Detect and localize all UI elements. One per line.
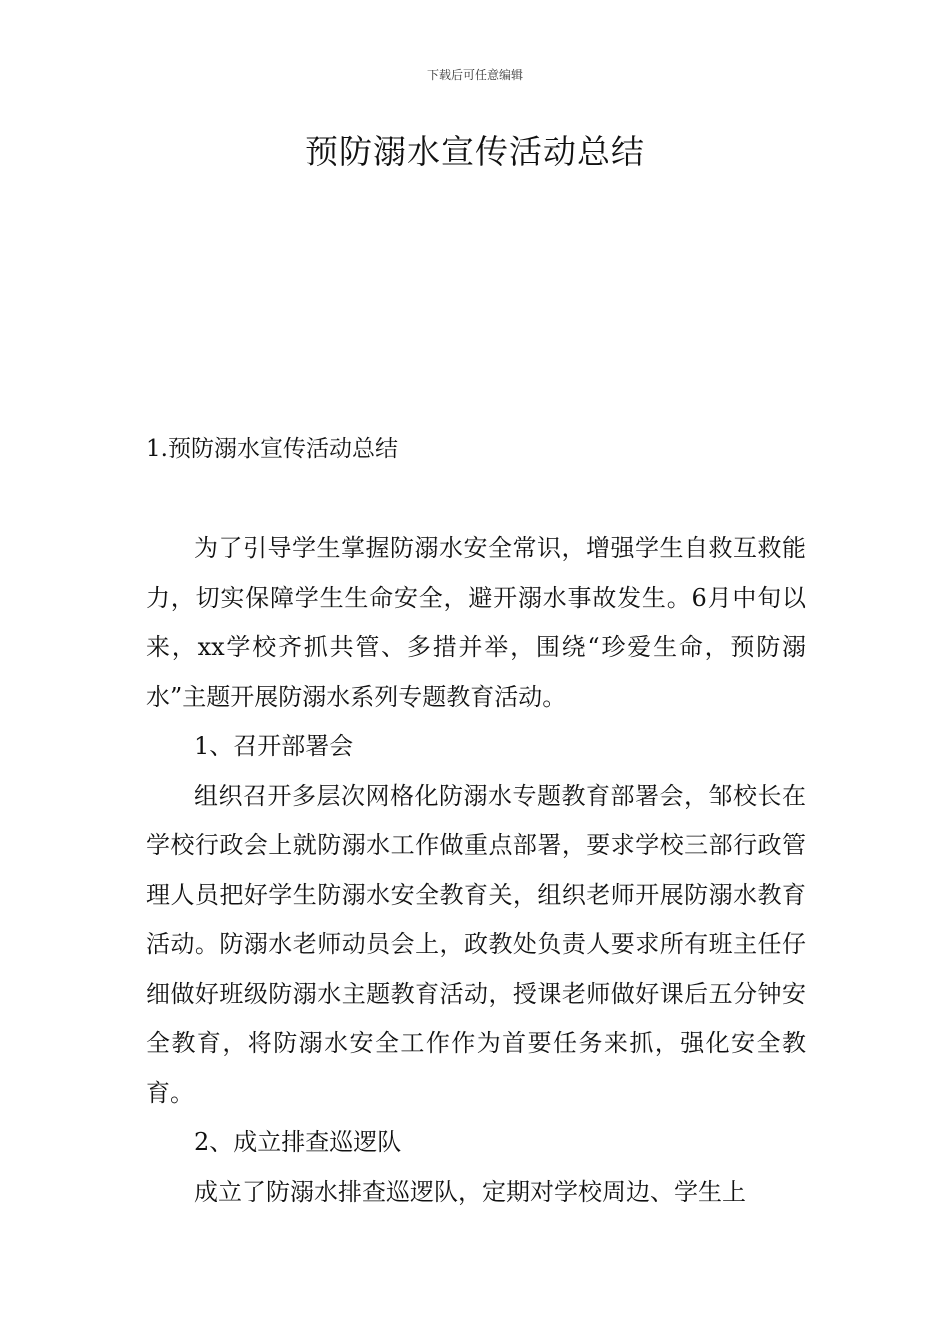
header-note: 下载后可任意编辑 <box>426 68 523 82</box>
intro-paragraph: 为了引导学生掌握防溺水安全常识，增强学生自救互救能力，切实保障学生生命安全，避开溺水事故发生。6月中旬以来，xx学校齐抓共管、多措并举，围绕“珍爱生命，预防溺水”主题开展防溺水系列专题教育活动。 <box>146 534 806 711</box>
subheading-deployment-meeting: 1、召开部署会 <box>194 732 354 760</box>
subheading-patrol-team: 2、成立排查巡逻队 <box>194 1128 402 1156</box>
document-title: 预防溺水宣传活动总结 <box>305 132 645 171</box>
document-body <box>146 524 806 1217</box>
section-heading: 1.预防溺水宣传活动总结 <box>146 436 398 462</box>
deployment-meeting-paragraph: 组织召开多层次网格化防溺水专题教育部署会，邹校长在学校行政会上就防溺水工作做重点部署，要求学校三部行政管理人员把好学生防溺水安全教育关，组织老师开展防溺水教育活动。防溺水老师动员会上，政教处负责人要求所有班主任仔细做好班级防溺水主题教育活动，授课老师做好课后五分钟安全教育，将防溺水安全工作作为首要任务来抓，强化安全教育。 <box>146 781 806 1107</box>
patrol-team-paragraph: 成立了防溺水排查巡逻队，定期对学校周边、学生上 <box>194 1177 746 1206</box>
